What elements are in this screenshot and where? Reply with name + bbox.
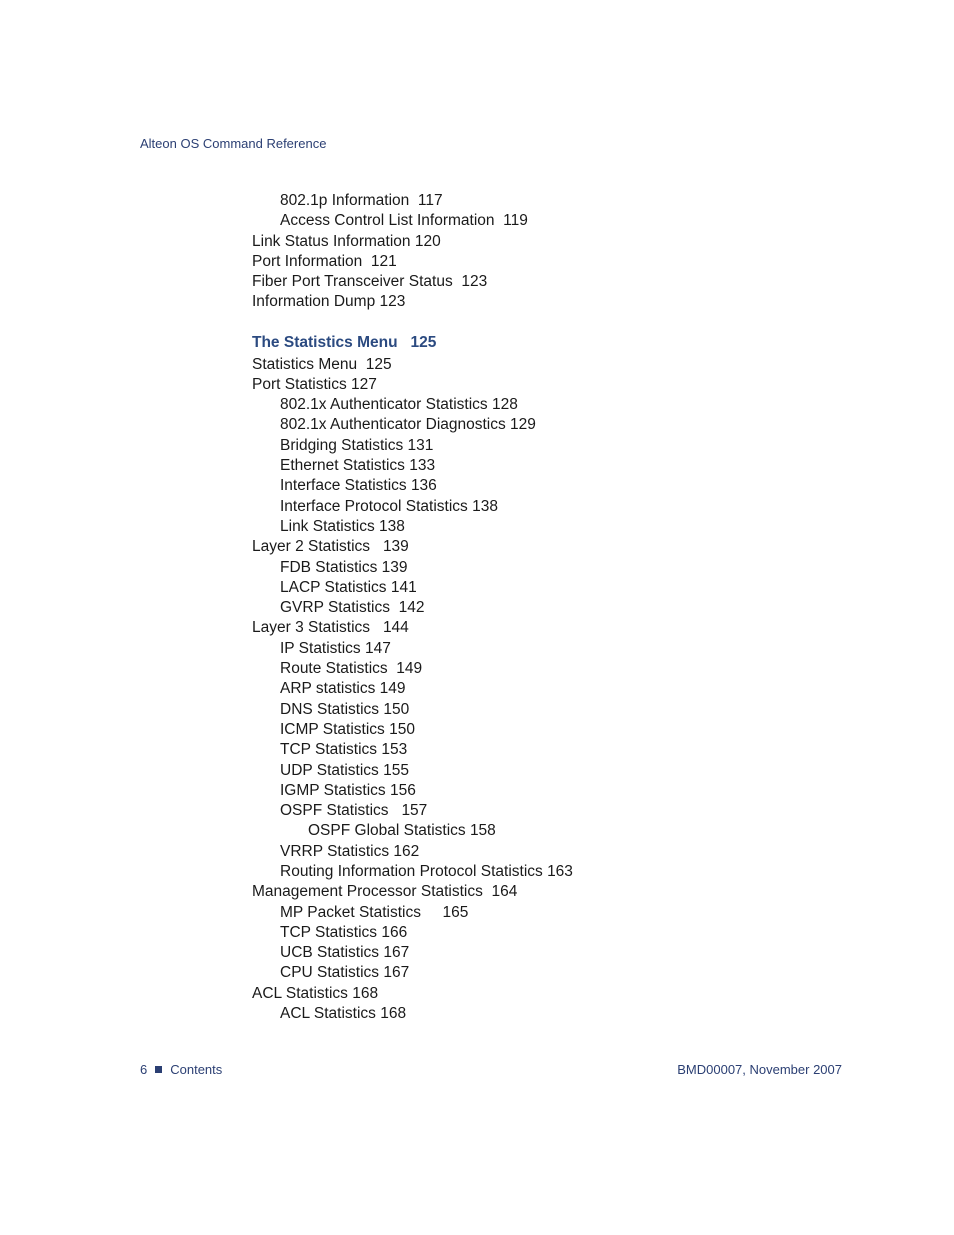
toc-entry[interactable]: 802.1p Information 117	[280, 192, 443, 209]
toc-entry[interactable]: TCP Statistics 166	[280, 923, 408, 941]
toc-entry[interactable]: 802.1x Authenticator Statistics 128	[280, 396, 518, 414]
toc-entry[interactable]: Fiber Port Transceiver Status 123	[252, 273, 488, 291]
footer-left	[140, 1062, 222, 1077]
toc-entry[interactable]: MP Packet Statistics 165	[280, 903, 469, 921]
toc-entry[interactable]: ACL Statistics 168	[280, 1005, 407, 1023]
footer-doc-id: BMD00007, November 2007	[677, 1062, 842, 1077]
toc-entry[interactable]: UDP Statistics 155	[280, 761, 409, 779]
toc-entry[interactable]: CPU Statistics 167	[280, 964, 410, 982]
table-of-contents	[252, 191, 872, 1024]
toc-entry[interactable]: VRRP Statistics 162	[280, 842, 420, 860]
toc-group-statistics	[252, 355, 872, 1025]
toc-entry[interactable]: Interface Statistics 136	[280, 477, 437, 495]
running-header: Alteon OS Command Reference	[140, 136, 327, 151]
toc-entry[interactable]: Routing Information Protocol Statistics 163	[280, 863, 573, 880]
toc-entry[interactable]: FDB Statistics 139	[280, 558, 408, 576]
toc-entry[interactable]: Layer 3 Statistics 144	[252, 619, 409, 637]
toc-entry[interactable]: Port Information 121	[252, 252, 397, 270]
toc-entry[interactable]: Route Statistics 149	[280, 660, 423, 678]
footer-section-label: Contents	[170, 1062, 223, 1077]
toc-entry[interactable]: Ethernet Statistics 133	[280, 457, 436, 475]
toc-entry[interactable]: Layer 2 Statistics 139	[252, 538, 409, 556]
toc-entry[interactable]: TCP Statistics 153	[280, 741, 408, 759]
toc-entry[interactable]: Information Dump 123	[252, 293, 406, 311]
toc-entry[interactable]: Access Control List Information 119	[280, 212, 528, 230]
toc-entry[interactable]: 802.1x Authenticator Diagnostics 129	[280, 416, 536, 434]
toc-entry[interactable]: GVRP Statistics 142	[280, 599, 425, 617]
toc-entry[interactable]: OSPF Statistics 157	[280, 802, 428, 820]
toc-entry[interactable]: IP Statistics 147	[280, 639, 391, 657]
toc-entry[interactable]: Link Statistics 138	[280, 517, 405, 535]
toc-entry[interactable]: IGMP Statistics 156	[280, 781, 416, 799]
toc-entry[interactable]: OSPF Global Statistics 158	[308, 822, 496, 840]
toc-entry[interactable]: Bridging Statistics 131	[280, 436, 434, 454]
toc-entry[interactable]: Interface Protocol Statistics 138	[280, 497, 498, 515]
toc-entry[interactable]: UCB Statistics 167	[280, 944, 410, 962]
toc-entry[interactable]: LACP Statistics 141	[280, 578, 417, 596]
toc-group-information	[252, 191, 872, 313]
toc-entry[interactable]: Statistics Menu 125	[252, 355, 392, 373]
toc-entry[interactable]: ICMP Statistics 150	[280, 720, 415, 738]
toc-entry[interactable]: ACL Statistics 168	[252, 984, 379, 1002]
toc-entry[interactable]: DNS Statistics 150	[280, 700, 410, 718]
square-bullet-icon	[155, 1066, 162, 1073]
page-number: 6	[140, 1062, 148, 1077]
toc-entry[interactable]: Management Processor Statistics 164	[252, 883, 518, 901]
toc-entry[interactable]: Port Statistics 127	[252, 375, 377, 393]
toc-section-heading[interactable]: The Statistics Menu 125	[252, 333, 437, 351]
toc-entry[interactable]: Link Status Information 120	[252, 232, 441, 250]
toc-entry[interactable]: ARP statistics 149	[280, 680, 406, 698]
